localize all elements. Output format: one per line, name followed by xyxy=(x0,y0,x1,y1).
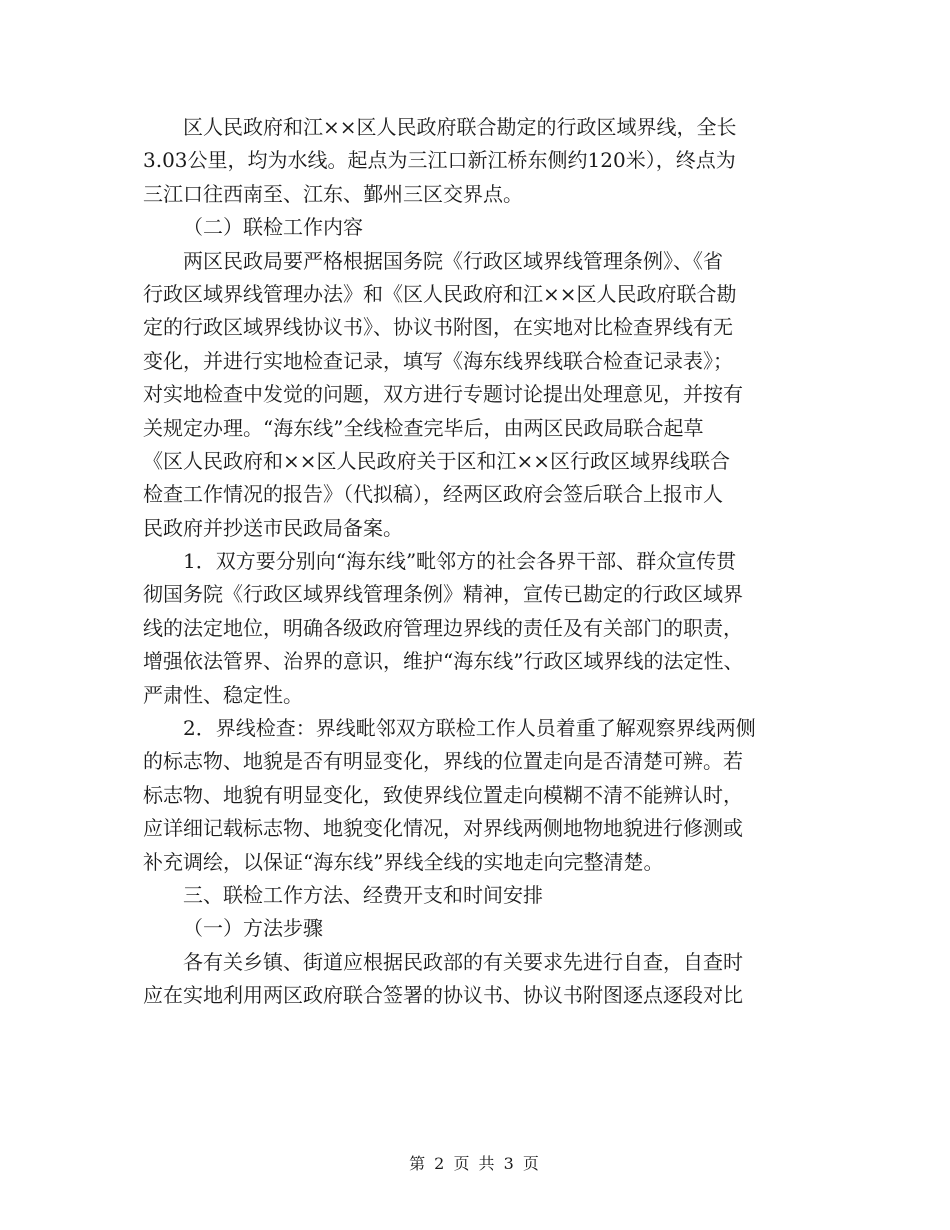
section-heading: （一）方法步骤 xyxy=(183,916,323,941)
page-number-footer: 第 2 页 共 3 页 xyxy=(409,1154,541,1173)
text-line: 的标志物、地貌是否有明显变化，界线的位置走向是否清楚可辨。若 xyxy=(143,749,743,774)
text-line: 线的法定地位，明确各级政府管理边界线的责任及有关部门的职责， xyxy=(143,615,743,640)
text-line: 应详细记载标志物、地貌变化情况，对界线两侧地物地貌进行修测或 xyxy=(143,816,743,841)
text-line: 行政区域界线管理办法》和《区人民政府和江××区人民政府联合勘 xyxy=(143,281,737,306)
text-line: 区人民政府和江××区人民政府联合勘定的行政区域界线，全长 xyxy=(183,115,737,139)
text-line: 标志物、地貌有明显变化，致使界线位置走向模糊不清不能辨认时， xyxy=(143,782,743,807)
text-line: 彻国务院《行政区域界线管理条例》精神，宣传已勘定的行政区域界 xyxy=(143,582,743,607)
text-line: 2．界线检查：界线毗邻双方联检工作人员着重了解观察界线两侧 xyxy=(183,716,756,741)
text-line: 严肃性、稳定性。 xyxy=(143,682,303,707)
text-line: 检查工作情况的报告》（代拟稿），经两区政府会签后联合上报市人 xyxy=(143,482,723,507)
text-line: 三江口往西南至、江东、鄞州三区交界点。 xyxy=(143,181,523,206)
text-line: 关规定办理。“海东线”全线检查完毕后，由两区民政局联合起草 xyxy=(143,415,704,440)
text-line: 增强依法管界、治界的意识，维护“海东线”行政区域界线的法定性、 xyxy=(143,649,744,674)
text-line: 变化，并进行实地检查记录，填写《海东线界线联合检查记录表》； xyxy=(143,348,733,373)
text-line: 3.03公里，均为水线。起点为三江口新江桥东侧约120米），终点为 xyxy=(143,148,736,173)
text-line: 各有关乡镇、街道应根据民政部的有关要求先进行自查，自查时 xyxy=(183,949,743,974)
text-line: 补充调绘，以保证“海东线”界线全线的实地走向完整清楚。 xyxy=(143,849,664,874)
section-heading: （二）联检工作内容 xyxy=(183,215,363,240)
text-line: 1．双方要分别向“海东线”毗邻方的社会各界干部、群众宣传贯 xyxy=(183,549,737,574)
text-line: 应在实地利用两区政府联合签署的协议书、协议书附图逐点逐段对比 xyxy=(143,983,743,1008)
text-line: 《区人民政府和××区人民政府关于区和江××区行政区域界线联合 xyxy=(143,448,731,473)
document-body xyxy=(143,111,808,1013)
text-line: 对实地检查中发觉的问题，双方进行专题讨论提出处理意见，并按有 xyxy=(143,382,743,407)
text-line: 定的行政区域界线协议书》、协议书附图，在实地对比检查界线有无 xyxy=(143,315,733,340)
text-line: 两区民政局要严格根据国务院《行政区域界线管理条例》、《省 xyxy=(183,248,723,273)
section-heading: 三、联检工作方法、经费开支和时间安排 xyxy=(183,882,543,907)
text-line: 民政府并抄送市民政局备案。 xyxy=(143,515,403,540)
